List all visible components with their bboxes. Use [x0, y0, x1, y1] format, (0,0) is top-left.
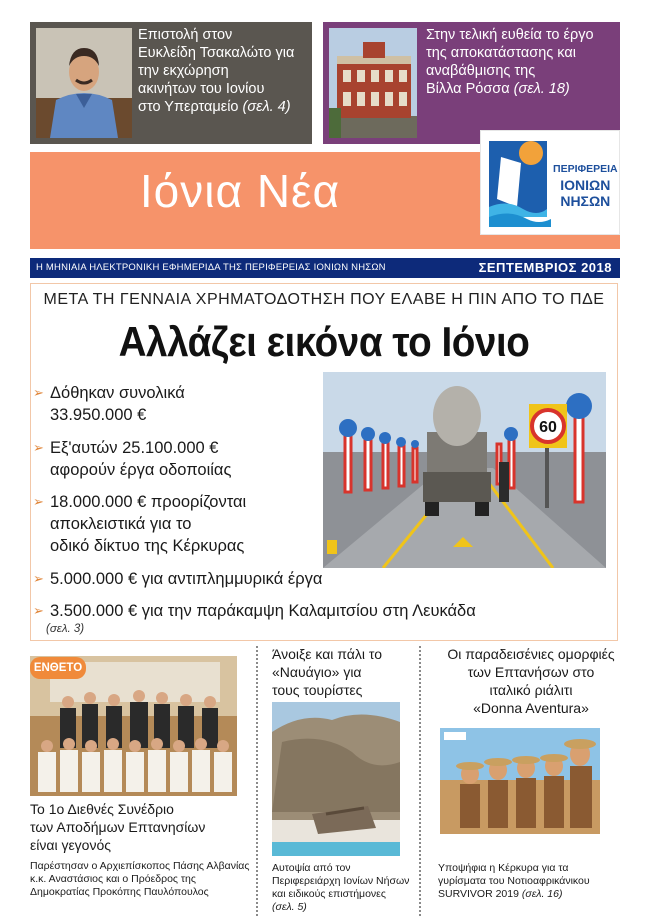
- caption-line: γυρίσματα του Νοτιοαφρικάνικου: [438, 875, 590, 887]
- logo-line: ΙΟΝΙΩΝ: [560, 177, 611, 193]
- tax-letter-line: ακινήτων του Ιονίου: [138, 81, 265, 97]
- tax-letter-line: στο Υπερταμείο: [138, 99, 239, 115]
- bullet-line: Δόθηκαν συνολικά: [50, 384, 185, 402]
- headline-line: είναι γεγονός: [30, 837, 112, 853]
- main-story-bullet: [50, 382, 185, 426]
- bullet-arrow-icon: ➢: [33, 440, 44, 455]
- headline-line: των Αποδήμων Επτανησίων: [30, 819, 206, 835]
- headline-line: των Επτανήσων στο: [467, 664, 595, 680]
- bullet-arrow-icon: ➢: [33, 603, 44, 618]
- tax-letter-line: Επιστολή στον: [138, 27, 233, 43]
- main-story-bullet: [50, 568, 322, 590]
- insert-story-headline[interactable]: [30, 800, 252, 854]
- speed-limit-sign: 60: [539, 419, 557, 436]
- main-story-bullet: [50, 437, 231, 481]
- villa-rossa-line: αναβάθμισης της: [426, 63, 536, 79]
- caption-line: Περιφερειάρχη Ιονίων Νήσων: [272, 875, 410, 887]
- villa-rossa-line: Βίλλα Ρόσσα: [426, 81, 510, 97]
- bullet-arrow-icon: ➢: [33, 571, 44, 586]
- tax-letter-line: την εκχώρηση: [138, 63, 229, 79]
- caption-line: και ειδικούς επιστήμονες: [272, 888, 386, 900]
- insert-story-summary: [30, 860, 254, 899]
- column-separator: [419, 646, 421, 916]
- villa-rossa-line: Στην τελική ευθεία το έργο: [426, 27, 594, 43]
- caption-line: Υποψήφια η Κέρκυρα για τα: [438, 862, 569, 874]
- donna-aventura-photo: [440, 728, 600, 834]
- bullet-line: αποκλειστικά για το: [50, 515, 192, 533]
- bullet-line: αφορούν έργα οδοποιίας: [50, 461, 232, 479]
- navagio-story-headline[interactable]: [272, 645, 412, 699]
- column-separator: [256, 646, 258, 916]
- tax-letter-page-ref[interactable]: (σελ. 4): [242, 99, 291, 115]
- issue-info-bar: [30, 258, 620, 278]
- tax-letter-line: Ευκλείδη Τσακαλώτο για: [138, 45, 295, 61]
- summary-line: κ.κ. Αναστάσιος και ο Πρόεδρος της: [30, 873, 196, 885]
- headline-line: Άνοιξε και πάλι το: [272, 646, 382, 662]
- logo-line: ΠΕΡΙΦΕΡΕΙΑ: [553, 163, 618, 175]
- main-story-page-ref[interactable]: (σελ. 3): [46, 623, 85, 635]
- bullet-arrow-icon: ➢: [33, 385, 44, 400]
- navagio-page-ref[interactable]: (σελ. 5): [272, 901, 307, 913]
- headline-line: ιταλικό ριάλιτι: [489, 682, 573, 698]
- newspaper-title: Ιόνια Νέα: [139, 165, 341, 217]
- summary-line: Παρέστησαν ο Αρχιεπίσκοπος Πάσης Αλβανίας: [30, 860, 250, 872]
- story-box-villa-rossa[interactable]: [323, 22, 620, 144]
- region-emblem-icon: [487, 137, 553, 227]
- bullet-line: 3.500.000 € για την παράκαμψη Καλαμιτσίου στη Λευκάδα: [50, 602, 476, 620]
- bullet-line: οδικό δίκτυο της Κέρκυρας: [50, 537, 245, 555]
- bullet-line: 5.000.000 € για αντιπλημμυρικά έργα: [50, 570, 323, 588]
- story-box-tax-letter[interactable]: [30, 22, 312, 144]
- villa-rossa-photo: [329, 28, 417, 138]
- issue-date: ΣΕΠΤΕΜΒΡΙΟΣ 2018: [478, 260, 612, 275]
- bullet-line: Εξ'αυτών 25.100.000 €: [50, 439, 219, 457]
- summary-line: Δημοκρατίας Προκόπης Παυλόπουλος: [30, 886, 209, 898]
- villa-rossa-line: της αποκατάστασης και: [426, 45, 576, 61]
- reality-story-caption: [438, 862, 634, 901]
- reality-page-ref[interactable]: (σελ. 16): [521, 888, 563, 900]
- main-story-bullet: [50, 491, 246, 557]
- navagio-beach-photo: [272, 702, 400, 856]
- roadworks-photo: [323, 372, 606, 568]
- newspaper-tagline: Η ΜΗΝΙΑΙΑ ΗΛΕΚΤΡΟΝΙΚΗ ΕΦΗΜΕΡΙΔΑ ΤΗΣ ΠΕΡΙΦΕΡΕΙΑΣ ΙΟΝΙΩΝ ΝΗΣΩΝ: [36, 262, 386, 273]
- main-story-kicker: ΜΕΤΑ ΤΗ ΓΕΝΝΑΙΑ ΧΡΗΜΑΤΟΔΟΤΗΣΗ ΠΟΥ ΕΛΑΒΕ Η ΠΙΝ ΑΠΟ ΤΟ ΠΔΕ: [43, 291, 605, 308]
- bullet-line: 18.000.000 € προορίζονται: [50, 493, 247, 511]
- caption-line: Αυτοψία από τον: [272, 862, 351, 874]
- insert-badge: ΕΝΘΕΤΟ: [30, 657, 86, 679]
- headline-line: Οι παραδεισένιες ομορφιές: [447, 646, 615, 662]
- official-portrait-photo: [36, 28, 132, 138]
- villa-rossa-page-ref[interactable]: (σελ. 18): [513, 81, 570, 97]
- logo-line: ΝΗΣΩΝ: [560, 193, 611, 209]
- bullet-arrow-icon: ➢: [33, 494, 44, 509]
- bullet-line: 33.950.000 €: [50, 406, 147, 424]
- region-logo: [480, 130, 620, 235]
- caption-line: SURVIVOR 2019: [438, 888, 519, 900]
- headline-line: «Ναυάγιο» για: [272, 664, 362, 680]
- masthead-band-extension: [484, 233, 620, 249]
- main-story-bullet: [50, 600, 476, 622]
- headline-line: Το 1ο Διεθνές Συνέδριο: [30, 801, 174, 817]
- headline-line: «Donna Aventura»: [473, 700, 589, 716]
- reality-story-headline[interactable]: [438, 645, 624, 717]
- main-story-headline[interactable]: Αλλάζει εικόνα το Ιόνιο: [118, 318, 530, 365]
- headline-line: τους τουρίστες: [272, 682, 363, 698]
- navagio-story-caption: [272, 862, 418, 914]
